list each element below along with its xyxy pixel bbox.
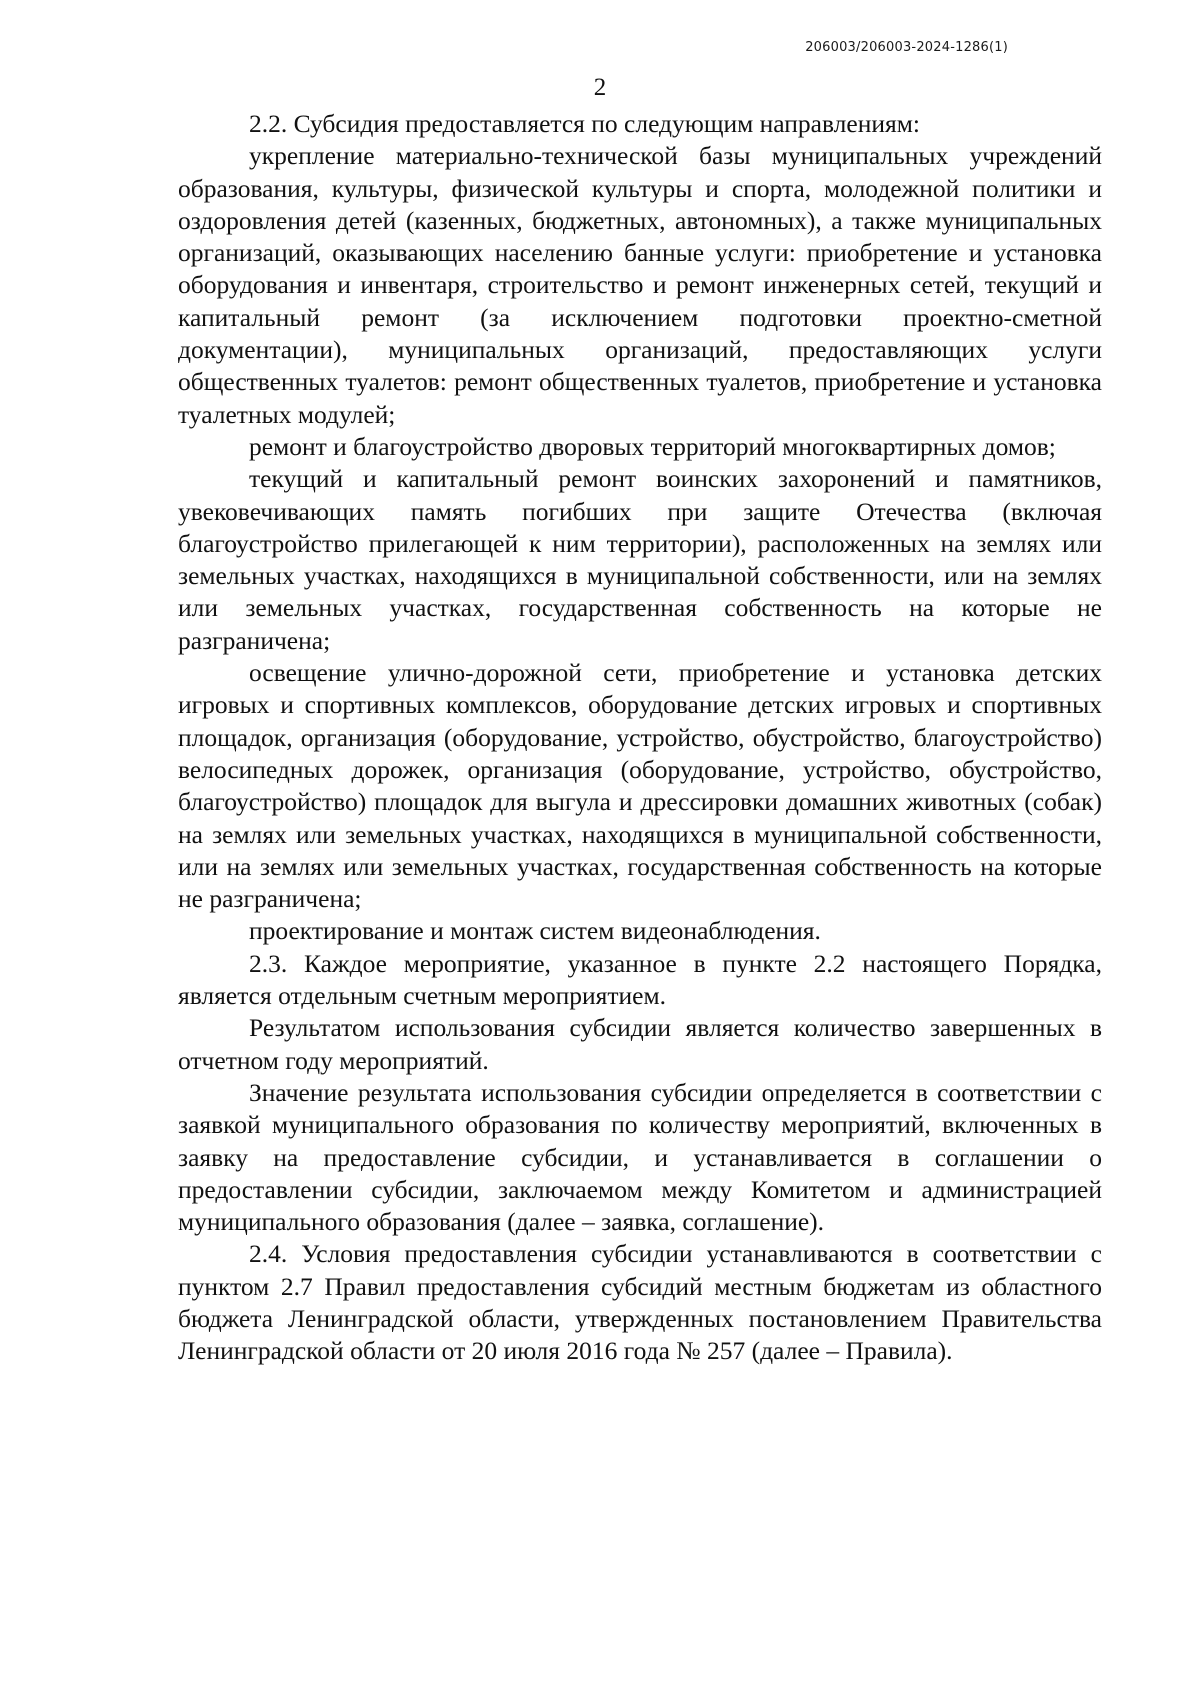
page-number: 2 (593, 74, 607, 101)
paragraph-2-3: 2.3. Каждое мероприятие, указанное в пункте 2.2 настоящего Порядка, является отдельным счетным мероприятием. (178, 948, 1102, 1011)
paragraph-2-2-heading: 2.2. Субсидия предоставляется по следующим направлениям: (249, 109, 920, 138)
document-body (178, 108, 1102, 1368)
document-registration-number: 206003/206003-2024-1286(1) (805, 40, 1008, 55)
paragraph-result-value: Значение результата использования субсидии определяется в соответствии с заявкой муниципального образования по количеству мероприятий, включенных в заявку на предоставление субсидии, и устанавливается в соглашении о предоставлении субсидии, заключаемом между Комитетом и администрацией муниципального образования (далее – заявка, соглашение). (178, 1077, 1102, 1237)
paragraph-direction-courtyards: ремонт и благоустройство дворовых территорий многоквартирных домов; (249, 431, 1056, 461)
paragraph-direction-memorials: текущий и капитальный ремонт воинских захоронений и памятников, увековечивающих память погибших при защите Отечества (включая благоустройство прилегающей к ним территории), расположенных на землях или земельных участках, находящихся в муниципальной собственности, или на землях или земельных участках, государственная собственность на которые не разграничена; (178, 464, 1102, 655)
paragraph-result-definition: Результатом использования субсидии является количество завершенных в отчетном году мероприятий. (178, 1013, 1102, 1075)
paragraph-direction-lighting-playgrounds: освещение улично-дорожной сети, приобретение и установка детских игровых и спортивных комплексов, оборудование детских игровых и спортивных площадок, организация (оборудование, устройство, обустройство, благоустройство) велосипедных дорожек, организация (оборудование, устройство, обустройство, благоустройство) площадок для выгула и дрессировки домашних животных (собак) на землях или земельных участках, находящихся в муниципальной собственности, или на землях или земельных участках, государственная собственность на которые не разграничена; (178, 658, 1102, 914)
paragraph-direction-material-base: укрепление материально-технической базы муниципальных учреждений образования, культуры, физической культуры и спорта, молодежной политики и оздоровления детей (казенных, бюджетных, автономных), а также муниципальных организаций, оказывающих населению банные услуги: приобретение и установка оборудования и инвентаря, строительство и ремонт инженерных сетей, текущий и капитальный ремонт (за исключением подготовки проектно-сметной документации), муниципальных организаций, предоставляющих услуги общественных туалетов: ремонт общественных туалетов, приобретение и установка туалетных модулей; (178, 141, 1102, 429)
paragraph-direction-video-surveillance: проектирование и монтаж систем видеонаблюдения. (249, 916, 821, 946)
paragraph-2-4: 2.4. Условия предоставления субсидии устанавливаются в соответствии с пунктом 2.7 Правил предоставления субсидий местным бюджетам из областного бюджета Ленинградской области, утвержденных постановлением Правительства Ленинградской области от 20 июля 2016 года № 257 (далее – Правила). (178, 1239, 1102, 1366)
